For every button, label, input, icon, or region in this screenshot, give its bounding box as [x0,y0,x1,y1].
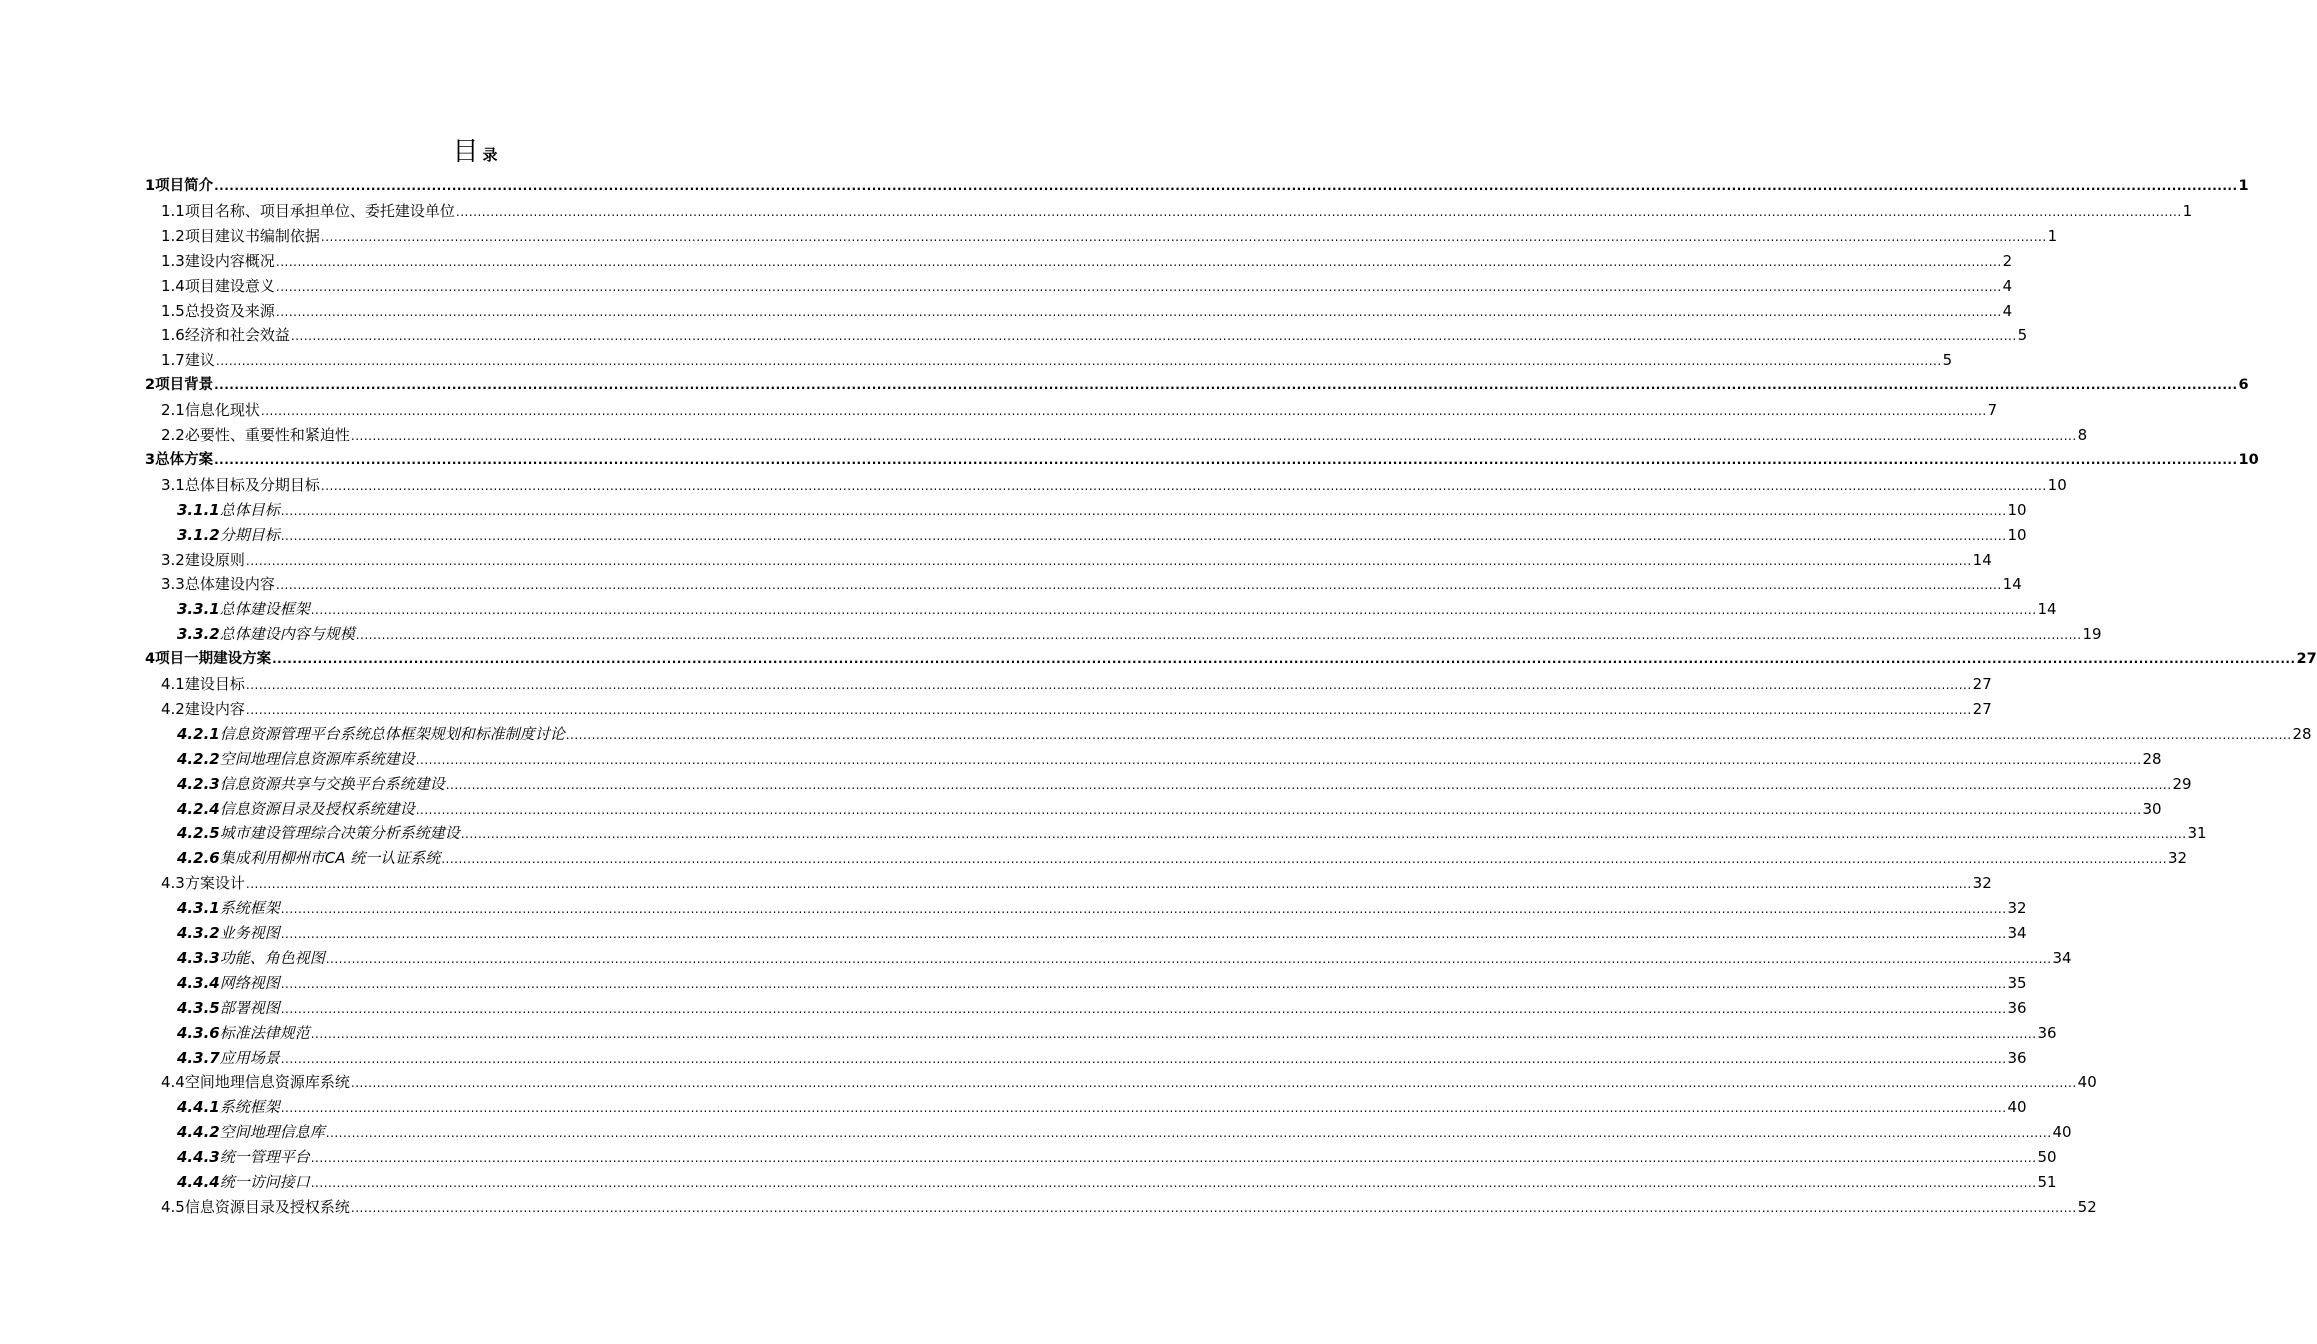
toc-entry-title: 建设内容 [184,699,245,718]
toc-dot-leader: ................................................................................................................................................................................................................................................................................................................................................................................................................ [350,429,2077,443]
toc-entry-title: 总体建设框架 [219,600,310,619]
toc-dot-leader: ................................................................................................................................................................................................................................................................................................................................................................................................................ [310,603,2037,618]
toc-entry-page: 30 [2142,799,2162,818]
toc-title [0,131,950,168]
toc-entry[interactable] [161,871,1992,895]
toc-dot-leader: ................................................................................................................................................................................................................................................................................................................................................................................................................ [214,179,2238,193]
toc-entry-page: 2 [2002,251,2013,270]
toc-entry-page: 14 [2002,575,2022,594]
toc-dot-leader: ................................................................................................................................................................................................................................................................................................................................................................................................................ [280,528,2007,543]
toc-dot-leader: ................................................................................................................................................................................................................................................................................................................................................................................................................ [320,229,2047,244]
toc-entry-number: 3.3.1 [177,600,220,619]
toc-entry-title: 必要性、重要性和紧迫性 [184,426,350,444]
toc-entry-page: 14 [1972,550,1992,569]
toc-entry[interactable] [161,423,2088,447]
toc-entry-title: 经济和社会效益 [184,326,290,345]
toc-entry-page: 4 [2002,276,2013,295]
toc-entry-title: 系统框架 [219,899,280,918]
toc-entry[interactable] [161,1195,2097,1219]
toc-entry-number: 1.5 [161,301,185,320]
toc-entry[interactable] [145,647,2317,671]
toc-entry[interactable] [161,572,2022,596]
toc-dot-leader: ................................................................................................................................................................................................................................................................................................................................................................................................................ [280,902,2007,917]
toc-entry-number: 4.4 [161,1073,185,1092]
toc-entry-number: 4.1 [161,675,185,693]
toc-entry[interactable] [177,498,2027,522]
toc-entry-title: 总投资及来源 [184,301,275,320]
toc-dot-leader: ................................................................................................................................................................................................................................................................................................................................................................................................................ [445,777,2172,792]
toc-entry[interactable] [177,597,2057,621]
toc-entry-page: 7 [1987,401,1998,420]
toc-entry[interactable] [177,821,2207,845]
toc-entry[interactable] [161,398,1998,422]
toc-entry-page: 10 [2047,475,2067,494]
toc-entry-page: 5 [1942,351,1953,370]
toc-entry-title: 网络视图 [219,973,280,992]
toc-entry-title: 标准法律规范 [219,1023,310,1042]
toc-dot-leader: ................................................................................................................................................................................................................................................................................................................................................................................................................ [275,578,2002,593]
toc-dot-leader: ................................................................................................................................................................................................................................................................................................................................................................................................................ [214,452,2238,467]
toc-entry[interactable] [177,1170,2057,1194]
toc-entry[interactable] [177,523,2027,547]
toc-entry[interactable] [161,548,1992,572]
toc-entry-title: 总体方案 [155,451,214,468]
toc-entry[interactable] [177,971,2027,995]
toc-entry-page: 36 [2007,1048,2027,1067]
toc-entry-title: 空间地理信息资源库系统建设 [219,749,415,768]
toc-entry-title: 项目建设意义 [184,276,275,295]
toc-entry-number: 4.2 [161,699,185,718]
toc-entry-title: 集成利用柳州市CA 统一认证系统 [219,849,441,868]
toc-entry-title: 方案设计 [184,874,245,893]
toc-entry-number: 4.4.1 [177,1098,220,1117]
toc-entry-title: 总体建设内容 [184,575,275,594]
toc-entry[interactable] [161,249,2013,273]
toc-entry[interactable] [177,1120,2072,1144]
toc-entry-page: 1 [2238,178,2249,194]
toc-dot-leader: ................................................................................................................................................................................................................................................................................................................................................................................................................ [260,404,1987,419]
toc-dot-leader: ................................................................................................................................................................................................................................................................................................................................................................................................................ [455,204,2182,219]
toc-dot-leader: ................................................................................................................................................................................................................................................................................................................................................................................................................ [320,478,2047,493]
toc-entry-title: 部署视图 [219,998,280,1017]
toc-dot-leader: ................................................................................................................................................................................................................................................................................................................................................................................................................ [325,1126,2052,1141]
toc-entry[interactable] [177,1095,2027,1119]
toc-dot-leader: ................................................................................................................................................................................................................................................................................................................................................................................................................ [280,927,2007,941]
toc-entry[interactable] [177,1145,2057,1169]
toc-dot-leader: ................................................................................................................................................................................................................................................................................................................................................................................................................ [415,752,2142,767]
toc-entry[interactable] [161,348,1953,372]
toc-entry-number: 4.3.7 [177,1048,220,1067]
toc-entry-page: 32 [2007,899,2027,918]
toc-dot-leader: ................................................................................................................................................................................................................................................................................................................................................................................................................ [245,877,1972,892]
toc-entry-number: 4.3.2 [177,924,220,942]
toc-entry-number: 3.1.2 [177,525,220,544]
toc-entry[interactable] [177,946,2072,970]
toc-dot-leader: ................................................................................................................................................................................................................................................................................................................................................................................................................ [245,678,1972,692]
toc-entry-number: 1.4 [161,276,185,295]
toc-dot-leader: ................................................................................................................................................................................................................................................................................................................................................................................................................ [280,976,2007,991]
toc-entry-number: 4 [145,651,156,668]
toc-entry[interactable] [177,1021,2057,1045]
toc-entry-page: 27 [1972,699,1992,718]
toc-entry-page: 31 [2187,824,2207,843]
toc-entry[interactable] [177,996,2027,1020]
toc-entry-page: 52 [2077,1197,2097,1216]
toc-entry[interactable] [145,448,2259,472]
toc-entry-page: 32 [1972,874,1992,893]
toc-entry-title: 建设目标 [184,675,245,693]
toc-entry-number: 3.1 [161,475,185,494]
toc-entry-number: 4.2.1 [177,724,220,743]
toc-entry-number: 4.3.5 [177,998,220,1017]
toc-dot-leader: ................................................................................................................................................................................................................................................................................................................................................................................................................ [275,254,2002,269]
toc-entry[interactable] [177,896,2027,920]
toc-dot-leader: ................................................................................................................................................................................................................................................................................................................................................................................................................ [355,628,2082,643]
toc-entry-number: 1.6 [161,326,185,345]
toc-entry-page: 51 [2037,1173,2057,1191]
toc-entry-title: 信息资源管理平台系统总体框架规划和标准制度讨论 [219,724,565,743]
toc-entry-number: 3.3.2 [177,625,220,644]
toc-entry[interactable] [145,373,2249,397]
toc-entry-number: 4.4.3 [177,1148,220,1167]
toc-entry-number: 1.2 [161,226,185,245]
toc-entry-number: 4.5 [161,1197,185,1216]
toc-dot-leader: ................................................................................................................................................................................................................................................................................................................................................................................................................ [290,329,2017,344]
toc-dot-leader: ................................................................................................................................................................................................................................................................................................................................................................................................................ [272,652,2296,667]
toc-entry-page: 40 [2007,1098,2027,1117]
toc-entry-number: 4.4.2 [177,1123,220,1142]
toc-entry-title: 统一管理平台 [219,1148,310,1167]
toc-entry-page: 27 [2296,651,2317,668]
toc-entry-number: 3.2 [161,550,185,569]
toc-entry-number: 4.2.4 [177,799,220,818]
toc-entry-page: 1 [2182,201,2193,220]
toc-dot-leader: ................................................................................................................................................................................................................................................................................................................................................................................................................ [280,1051,2007,1066]
toc-entry-number: 4.2.6 [177,849,220,868]
toc-entry-number: 1 [145,178,156,194]
toc-entry-number: 2 [145,377,156,394]
toc-dot-leader: ................................................................................................................................................................................................................................................................................................................................................................................................................ [350,1076,2077,1091]
toc-entry-number: 4.2.3 [177,774,220,793]
toc-entry-page: 35 [2007,973,2027,992]
toc-entry[interactable] [161,323,2028,347]
toc-entry[interactable] [161,224,2058,248]
toc-dot-leader: ................................................................................................................................................................................................................................................................................................................................................................................................................ [350,1200,2077,1215]
toc-entry-page: 28 [2292,724,2312,743]
toc-entry-number: 4.3.4 [177,973,220,992]
toc-entry-number: 4.2.2 [177,749,220,768]
toc-entry-page: 19 [2082,625,2102,644]
toc-entry-page: 27 [1972,675,1992,693]
toc-entry-title: 信息资源共享与交换平台系统建设 [219,774,445,793]
toc-entry-title: 项目一期建设方案 [155,651,272,668]
toc-entry-number: 1.7 [161,351,185,370]
toc-title-main: 目 [452,137,479,167]
toc-entry-title: 总体建设内容与规模 [219,625,355,644]
toc-entry-page: 36 [2007,998,2027,1017]
toc-entry-title: 应用场景 [219,1048,280,1067]
toc-entry-page: 34 [2007,924,2027,942]
toc-entry-page: 50 [2037,1148,2057,1167]
toc-dot-leader: ................................................................................................................................................................................................................................................................................................................................................................................................................ [565,727,2292,742]
toc-entry-page: 10 [2007,500,2027,519]
toc-entry-page: 14 [2037,600,2057,619]
toc-entry-page: 1 [2047,226,2058,245]
toc-entry[interactable] [161,1070,2097,1094]
toc-entry-page: 6 [2238,377,2249,394]
toc-dot-leader: ................................................................................................................................................................................................................................................................................................................................................................................................................ [280,1001,2007,1016]
toc-entry[interactable] [145,174,2249,198]
toc-entry[interactable] [161,697,1992,721]
toc-entry[interactable] [161,672,1992,696]
toc-entry-number: 2.1 [161,401,185,420]
toc-dot-leader: ................................................................................................................................................................................................................................................................................................................................................................................................................ [325,951,2052,966]
toc-dot-leader: ................................................................................................................................................................................................................................................................................................................................................................................................................ [310,1026,2037,1041]
toc-entry[interactable] [161,473,2067,497]
toc-dot-leader: ................................................................................................................................................................................................................................................................................................................................................................................................................ [245,553,1972,568]
toc-entry-number: 3 [145,451,156,468]
toc-entry-number: 4.3.3 [177,948,220,967]
toc-entry-title: 系统框架 [219,1098,280,1117]
toc-entry-number: 4.2.5 [177,824,220,843]
toc-entry-title: 城市建设管理综合决策分析系统建设 [219,824,460,843]
toc-entry-title: 统一访问接口 [219,1173,310,1191]
toc-entry-number: 1.1 [161,201,185,220]
toc-entry[interactable] [177,747,2162,771]
toc-dot-leader: ................................................................................................................................................................................................................................................................................................................................................................................................................ [460,827,2187,842]
toc-dot-leader: ................................................................................................................................................................................................................................................................................................................................................................................................................ [310,1151,2037,1166]
toc-entry-page: 29 [2172,774,2192,793]
toc-entry-number: 4.4.4 [177,1173,220,1191]
toc-entry-page: 8 [2077,426,2088,444]
toc-dot-leader: ................................................................................................................................................................................................................................................................................................................................................................................................................ [275,304,2002,319]
toc-dot-leader: ................................................................................................................................................................................................................................................................................................................................................................................................................ [280,503,2007,518]
toc-entry[interactable] [161,274,2013,298]
toc-entry-number: 2.2 [161,426,185,444]
toc-entry-title: 总体目标 [219,500,280,519]
toc-entry-title: 分期目标 [219,525,280,544]
toc-entry-title: 功能、角色视图 [219,948,325,967]
toc-entry-page: 10 [2007,525,2027,544]
toc-entry-title: 空间地理信息资源库系统 [184,1073,350,1092]
toc-entry-number: 3.1.1 [177,500,220,519]
toc-entry[interactable] [177,622,2102,646]
toc-entry[interactable] [177,1046,2027,1070]
toc-entry-title: 空间地理信息库 [219,1123,325,1142]
toc-entry-page: 40 [2077,1073,2097,1092]
toc-entry-title: 项目建议书编制依据 [184,226,320,245]
toc-entry-title: 建设原则 [184,550,245,569]
toc-entry-title: 信息化现状 [184,401,260,420]
toc-dot-leader: ................................................................................................................................................................................................................................................................................................................................................................................................................ [245,702,1972,717]
toc-dot-leader: ................................................................................................................................................................................................................................................................................................................................................................................................................ [215,354,1942,369]
toc-entry-title: 项目背景 [155,377,214,394]
toc-dot-leader: ................................................................................................................................................................................................................................................................................................................................................................................................................ [214,378,2238,393]
toc-entry-title: 项目名称、项目承担单位、委托建设单位 [184,201,455,220]
toc-entry[interactable] [177,846,2188,870]
toc-entry-number: 3.3 [161,575,185,594]
toc-entry-page: 5 [2017,326,2028,345]
toc-entry-page: 28 [2142,749,2162,768]
toc-entry-title: 建设内容概况 [184,251,275,270]
toc-entry-page: 4 [2002,301,2013,320]
toc-entry-title: 总体目标及分期目标 [184,475,320,494]
toc-entry-number: 1.3 [161,251,185,270]
toc-dot-leader: ................................................................................................................................................................................................................................................................................................................................................................................................................ [415,802,2142,817]
toc-entry-page: 40 [2052,1123,2072,1142]
toc-entry-title: 建议 [184,351,215,370]
toc-entry-number: 4.3.6 [177,1023,220,1042]
toc-entry-title: 项目简介 [155,178,214,194]
toc-entry[interactable] [177,772,2192,796]
toc-entry-page: 32 [2168,849,2188,868]
toc-title-sub: 录 [482,146,498,164]
toc-dot-leader: ................................................................................................................................................................................................................................................................................................................................................................................................................ [310,1176,2037,1190]
toc-entry[interactable] [177,722,2312,746]
toc-entry[interactable] [177,797,2162,821]
toc-entry-title: 信息资源目录及授权系统 [184,1197,350,1216]
toc-entry-number: 4.3.1 [177,899,220,918]
toc-dot-leader: ................................................................................................................................................................................................................................................................................................................................................................................................................ [441,852,2168,867]
toc-entry[interactable] [177,921,2027,945]
toc-entry-page: 34 [2052,948,2072,967]
toc-entry-title: 信息资源目录及授权系统建设 [219,799,415,818]
toc-entry[interactable] [161,199,2193,223]
toc-dot-leader: ................................................................................................................................................................................................................................................................................................................................................................................................................ [280,1101,2007,1116]
toc-entry-title: 业务视图 [219,924,280,942]
toc-entry-page: 10 [2238,451,2259,468]
toc-entry-number: 4.3 [161,874,185,893]
toc-entry-page: 36 [2037,1023,2057,1042]
toc-entry[interactable] [161,299,2013,323]
toc-dot-leader: ................................................................................................................................................................................................................................................................................................................................................................................................................ [275,279,2002,294]
